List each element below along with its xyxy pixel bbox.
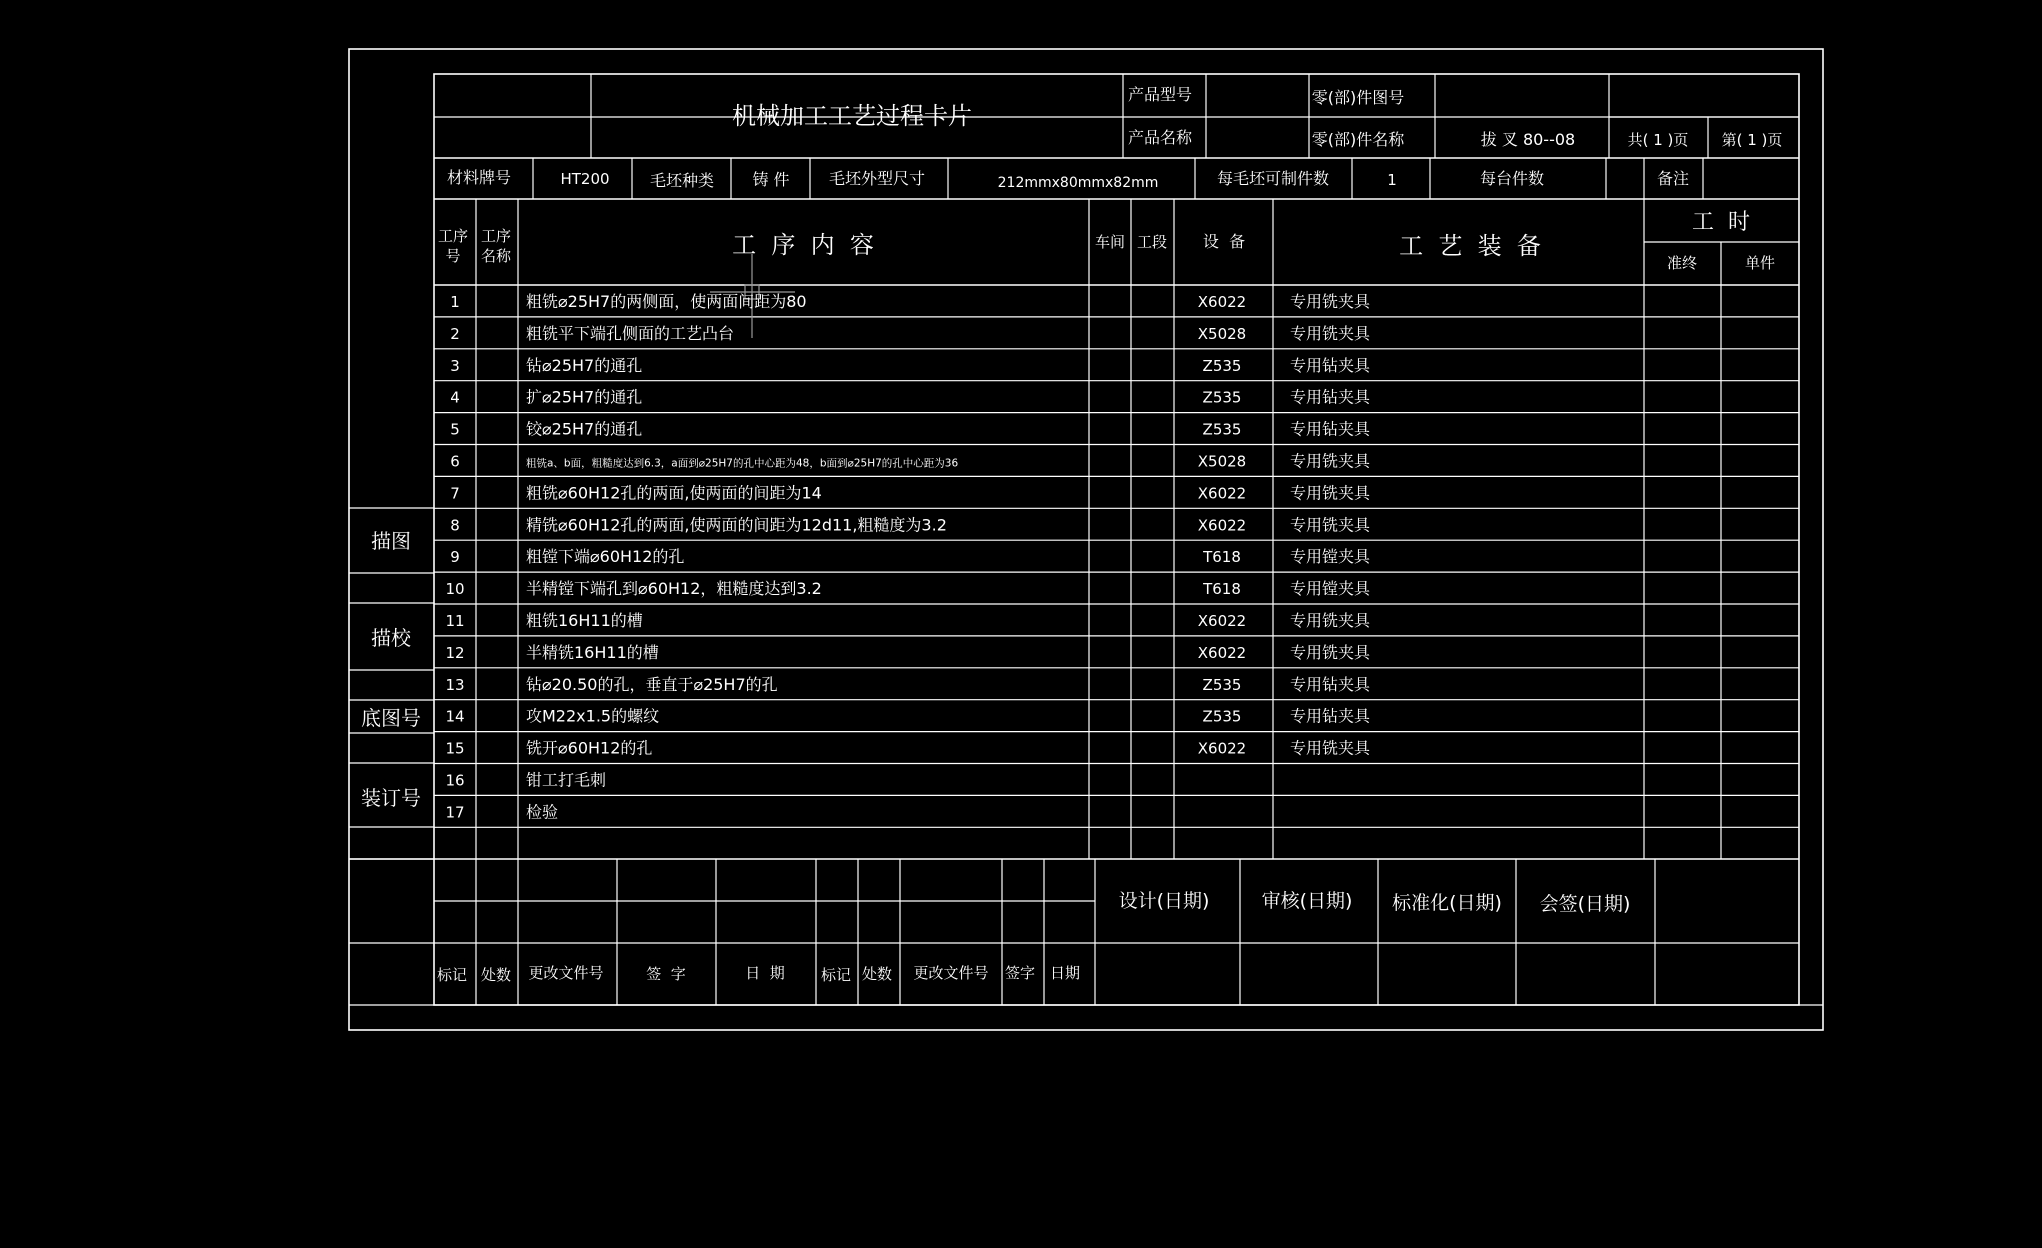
- op-content: 粗铣⌀25H7的两侧面，使两面间距为80: [526, 291, 807, 311]
- op-equipment: T618: [1203, 580, 1241, 599]
- side-label-trace: 描图: [371, 529, 411, 553]
- col-section: 工段: [1136, 233, 1168, 251]
- col-time: 工 时: [1692, 210, 1750, 235]
- product-name-label: 产品名称: [1127, 128, 1193, 147]
- blank-size-value: 212mmx80mmx82mm: [997, 175, 1159, 191]
- op-content: 扩⌀25H7的通孔: [526, 387, 643, 407]
- op-number: 16: [445, 771, 465, 790]
- col-workshop: 车间: [1094, 233, 1126, 251]
- page-number: 第( 1 )页: [1721, 131, 1783, 149]
- op-content: 铰⌀25H7的通孔: [526, 419, 643, 439]
- blank-type-label: 毛坯种类: [649, 171, 715, 190]
- op-content: 钻⌀20.50的孔，垂直于⌀25H7的孔: [526, 674, 778, 694]
- op-number: 1: [450, 292, 460, 311]
- op-number: 3: [450, 356, 460, 375]
- op-number: 14: [445, 707, 465, 726]
- part-drawing-no-label: 零(部)件图号: [1311, 88, 1405, 107]
- op-tooling: 专用钻夹具: [1290, 387, 1371, 407]
- op-tooling: 专用铣夹具: [1290, 738, 1371, 758]
- op-equipment: X5028: [1197, 452, 1247, 471]
- col-equipment: 设 备: [1202, 232, 1246, 251]
- remark-label: 备注: [1656, 169, 1690, 188]
- op-content: 钳工打毛刺: [526, 770, 607, 790]
- footer-date-2: 日期: [1049, 964, 1081, 982]
- footer-signature: 签 字: [646, 965, 686, 983]
- op-equipment: X6022: [1197, 516, 1247, 535]
- col-content: 工 序 内 容: [732, 231, 874, 259]
- op-tooling: 专用铣夹具: [1290, 291, 1371, 311]
- outer-frame: [349, 49, 1823, 1030]
- op-tooling: 专用铣夹具: [1290, 451, 1371, 471]
- op-equipment: T618: [1203, 548, 1241, 567]
- op-number: 2: [450, 324, 460, 343]
- op-tooling: 专用镗夹具: [1290, 579, 1371, 599]
- part-name-label: 零(部)件名称: [1311, 130, 1405, 149]
- op-number: 17: [445, 803, 465, 822]
- header-grid: [434, 74, 1799, 158]
- material-grade-label: 材料牌号: [446, 168, 512, 187]
- card-title: 机械加工工艺过程卡片: [732, 102, 972, 130]
- op-tooling: 专用铣夹具: [1290, 610, 1371, 630]
- side-label-trace-check: 描校: [371, 626, 411, 650]
- op-content: 半精镗下端孔到⌀60H12，粗糙度达到3.2: [526, 579, 822, 599]
- side-label-base-drawing-no: 底图号: [361, 706, 421, 730]
- op-tooling: 专用钻夹具: [1290, 674, 1371, 694]
- blank-type-value: 铸 件: [752, 170, 790, 189]
- op-number: 7: [450, 484, 460, 503]
- op-content: 粗镗下端⌀60H12的孔: [526, 547, 685, 567]
- op-tooling: 专用铣夹具: [1290, 515, 1371, 535]
- footer-count-2: 处数: [861, 965, 893, 983]
- footer-standardize: 标准化(日期): [1392, 892, 1502, 914]
- op-content: 粗铣a、b面，粗糙度达到6.3，a面到⌀25H7的孔中心距为48，b面到⌀25H7的孔中心距为36: [526, 457, 959, 470]
- operation-rows: [445, 292, 1371, 821]
- op-content: 铣开⌀60H12的孔: [526, 738, 653, 758]
- op-number: 8: [450, 516, 460, 535]
- op-equipment: X5028: [1197, 324, 1247, 343]
- footer-change-doc-no: 更改文件号: [528, 964, 604, 982]
- side-label-binding-no: 装订号: [361, 786, 421, 810]
- op-number: 15: [445, 739, 465, 758]
- footer-countersign: 会签(日期): [1539, 893, 1631, 915]
- op-equipment: X6022: [1197, 643, 1247, 662]
- part-name-value: 拔 叉 80--08: [1480, 130, 1576, 149]
- op-equipment: Z535: [1202, 356, 1242, 375]
- per-blank-value: 1: [1387, 171, 1397, 189]
- total-pages: 共( 1 )页: [1627, 131, 1689, 149]
- blank-size-label: 毛坯外型尺寸: [828, 169, 926, 188]
- footer-signature-2: 签字: [1004, 964, 1036, 982]
- footer-mark: 标记: [436, 966, 468, 984]
- op-equipment: X6022: [1197, 739, 1247, 758]
- op-content: 粗铣平下端孔侧面的工艺凸台: [526, 323, 735, 343]
- footer-date: 日 期: [745, 964, 785, 982]
- op-number: 11: [445, 611, 465, 630]
- col-prep-time: 准终: [1666, 254, 1698, 272]
- op-content: 粗铣16H11的槽: [526, 610, 643, 630]
- op-tooling: 专用铣夹具: [1290, 323, 1371, 343]
- op-content: 精铣⌀60H12孔的两面,使两面的间距为12d11,粗糙度为3.2: [526, 515, 947, 535]
- footer-mark-2: 标记: [820, 966, 852, 984]
- op-tooling: 专用钻夹具: [1290, 355, 1371, 375]
- op-equipment: X6022: [1197, 611, 1247, 630]
- op-tooling: 专用钻夹具: [1290, 706, 1371, 726]
- col-op-no: 工序号: [437, 227, 469, 265]
- col-tooling: 工 艺 装 备: [1399, 232, 1541, 260]
- op-tooling: 专用铣夹具: [1290, 483, 1371, 503]
- op-content: 钻⌀25H7的通孔: [526, 355, 643, 375]
- op-number: 6: [450, 452, 460, 471]
- op-tooling: 专用镗夹具: [1290, 547, 1371, 567]
- op-equipment: X6022: [1197, 292, 1247, 311]
- op-equipment: Z535: [1202, 675, 1242, 694]
- footer-change-doc-no-2: 更改文件号: [913, 964, 989, 982]
- op-number: 10: [445, 580, 465, 599]
- op-content: 检验: [526, 802, 559, 822]
- op-content: 半精铣16H11的槽: [526, 642, 659, 662]
- op-tooling: 专用钻夹具: [1290, 419, 1371, 439]
- op-number: 9: [450, 548, 460, 567]
- product-model-label: 产品型号: [1127, 85, 1193, 104]
- op-equipment: Z535: [1202, 707, 1242, 726]
- per-unit-label: 每台件数: [1479, 169, 1545, 188]
- footer-grid: [349, 859, 1799, 1005]
- op-number: 13: [445, 675, 465, 694]
- op-number: 5: [450, 420, 460, 439]
- op-tooling: 专用铣夹具: [1290, 642, 1371, 662]
- op-content: 粗铣⌀60H12孔的两面,使两面的间距为14: [526, 483, 822, 503]
- op-equipment: X6022: [1197, 484, 1247, 503]
- footer-review: 审核(日期): [1261, 890, 1353, 912]
- op-number: 4: [450, 388, 460, 407]
- footer-count: 处数: [480, 966, 512, 984]
- material-grade-value: HT200: [560, 170, 610, 188]
- op-number: 12: [445, 643, 465, 662]
- op-content: 攻M22x1.5的螺纹: [526, 706, 660, 726]
- footer-design: 设计(日期): [1118, 890, 1210, 912]
- op-equipment: Z535: [1202, 420, 1242, 439]
- main-grid-verticals: [476, 199, 1721, 1005]
- col-op-name: 工序名称: [480, 227, 512, 265]
- col-unit-time: 单件: [1744, 254, 1776, 272]
- table-frame: [434, 74, 1799, 1005]
- per-blank-label: 每毛坯可制件数: [1216, 169, 1330, 188]
- op-equipment: Z535: [1202, 388, 1242, 407]
